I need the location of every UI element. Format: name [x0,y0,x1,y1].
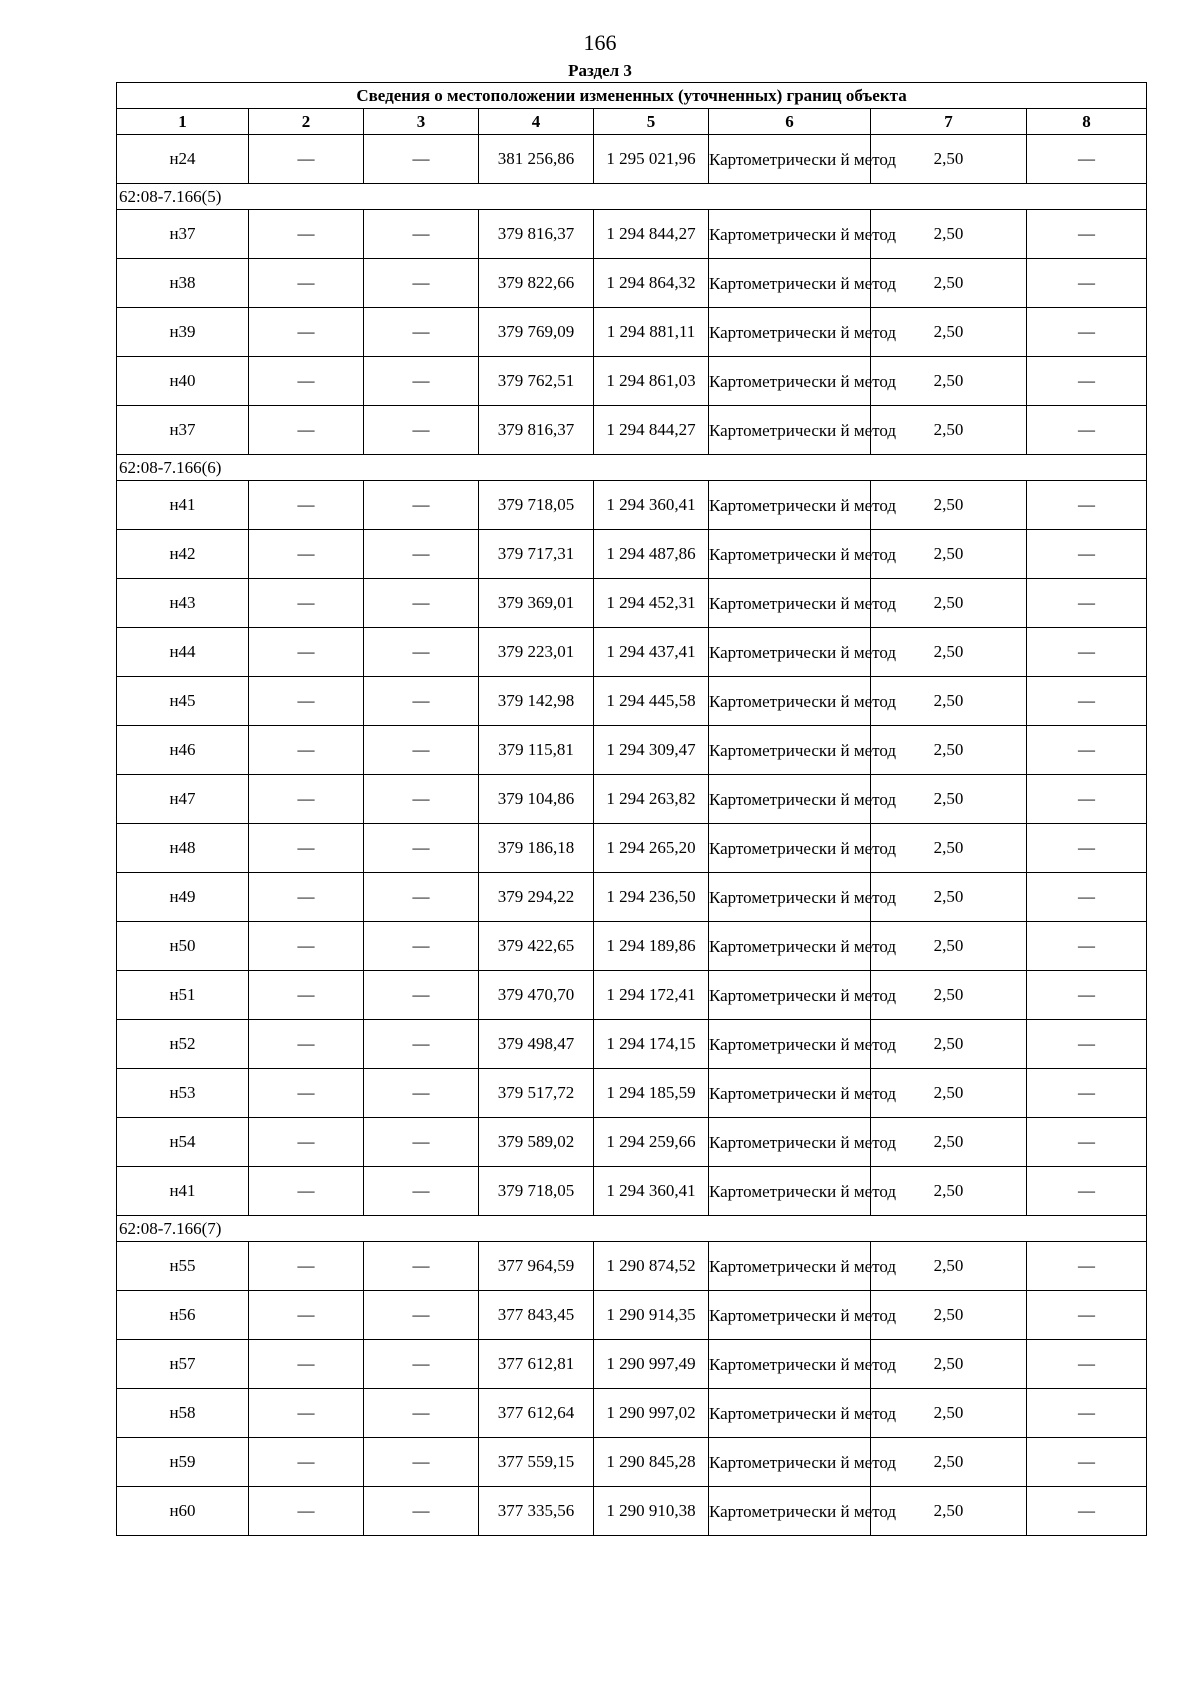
boundary-coordinates-table [116,82,1147,1536]
y-coordinate-cell: 1 294 360,41 [594,481,709,530]
y-coordinate-cell: 1 290 914,35 [594,1291,709,1340]
table-row [117,135,1147,184]
point-name-cell: н46 [117,726,249,775]
point-name-cell: н49 [117,873,249,922]
empty-dash-cell: — [249,1487,364,1536]
group-header-row [117,184,1147,210]
empty-dash-cell: — [1027,971,1147,1020]
y-coordinate-cell: 1 294 881,11 [594,308,709,357]
x-coordinate-cell: 379 142,98 [479,677,594,726]
empty-dash-cell: — [1027,1438,1147,1487]
accuracy-cell: 2,50 [871,357,1027,406]
empty-dash-cell: — [364,210,479,259]
y-coordinate-cell: 1 294 861,03 [594,357,709,406]
empty-dash-cell: — [364,530,479,579]
point-name-cell: н37 [117,406,249,455]
x-coordinate-cell: 379 422,65 [479,922,594,971]
accuracy-cell: 2,50 [871,1118,1027,1167]
table-row [117,1242,1147,1291]
y-coordinate-cell: 1 294 844,27 [594,210,709,259]
empty-dash-cell: — [1027,357,1147,406]
accuracy-cell: 2,50 [871,1069,1027,1118]
page-number: 166 [583,30,617,55]
empty-dash-cell: — [1027,775,1147,824]
empty-dash-cell: — [364,1487,479,1536]
accuracy-cell: 2,50 [871,677,1027,726]
method-cell: Картометрически й метод [709,677,871,726]
y-coordinate-cell: 1 294 185,59 [594,1069,709,1118]
point-name-cell: н56 [117,1291,249,1340]
accuracy-cell: 2,50 [871,971,1027,1020]
table-row [117,873,1147,922]
empty-dash-cell: — [364,135,479,184]
method-cell: Картометрически й метод [709,357,871,406]
empty-dash-cell: — [249,1242,364,1291]
empty-dash-cell: — [1027,628,1147,677]
y-coordinate-cell: 1 294 487,86 [594,530,709,579]
x-coordinate-cell: 379 104,86 [479,775,594,824]
x-coordinate-cell: 379 589,02 [479,1118,594,1167]
empty-dash-cell: — [1027,1389,1147,1438]
point-name-cell: н58 [117,1389,249,1438]
table-row [117,775,1147,824]
empty-dash-cell: — [249,259,364,308]
x-coordinate-cell: 379 822,66 [479,259,594,308]
method-cell: Картометрически й метод [709,1242,871,1291]
empty-dash-cell: — [249,824,364,873]
table-row [117,628,1147,677]
y-coordinate-cell: 1 294 844,27 [594,406,709,455]
point-name-cell: н44 [117,628,249,677]
empty-dash-cell: — [1027,406,1147,455]
accuracy-cell: 2,50 [871,210,1027,259]
point-name-cell: н45 [117,677,249,726]
method-cell: Картометрически й метод [709,922,871,971]
empty-dash-cell: — [1027,1242,1147,1291]
empty-dash-cell: — [364,824,479,873]
method-cell: Картометрически й метод [709,1069,871,1118]
accuracy-cell: 2,50 [871,1291,1027,1340]
point-name-cell: н57 [117,1340,249,1389]
x-coordinate-cell: 379 369,01 [479,579,594,628]
empty-dash-cell: — [249,530,364,579]
method-cell: Картометрически й метод [709,1118,871,1167]
empty-dash-cell: — [364,971,479,1020]
empty-dash-cell: — [364,726,479,775]
empty-dash-cell: — [364,1291,479,1340]
method-cell: Картометрически й метод [709,726,871,775]
point-name-cell: н39 [117,308,249,357]
point-name-cell: н40 [117,357,249,406]
point-name-cell: н60 [117,1487,249,1536]
table-row [117,1389,1147,1438]
point-name-cell: н59 [117,1438,249,1487]
empty-dash-cell: — [249,971,364,1020]
point-name-cell: н51 [117,971,249,1020]
empty-dash-cell: — [249,210,364,259]
accuracy-cell: 2,50 [871,726,1027,775]
method-cell: Картометрически й метод [709,824,871,873]
x-coordinate-cell: 377 612,64 [479,1389,594,1438]
empty-dash-cell: — [249,726,364,775]
method-cell: Картометрически й метод [709,530,871,579]
empty-dash-cell: — [364,922,479,971]
table-row [117,357,1147,406]
empty-dash-cell: — [249,873,364,922]
empty-dash-cell: — [364,628,479,677]
empty-dash-cell: — [249,406,364,455]
accuracy-cell: 2,50 [871,1020,1027,1069]
column-number: 3 [364,109,479,135]
empty-dash-cell: — [1027,873,1147,922]
group-header-row [117,455,1147,481]
table-row [117,210,1147,259]
y-coordinate-cell: 1 290 874,52 [594,1242,709,1291]
accuracy-cell: 2,50 [871,259,1027,308]
x-coordinate-cell: 379 769,09 [479,308,594,357]
y-coordinate-cell: 1 294 437,41 [594,628,709,677]
accuracy-cell: 2,50 [871,579,1027,628]
empty-dash-cell: — [249,135,364,184]
column-number: 2 [249,109,364,135]
empty-dash-cell: — [249,1438,364,1487]
empty-dash-cell: — [364,1340,479,1389]
empty-dash-cell: — [249,481,364,530]
x-coordinate-cell: 379 816,37 [479,210,594,259]
method-cell: Картометрически й метод [709,259,871,308]
x-coordinate-cell: 379 718,05 [479,1167,594,1216]
table-row [117,1020,1147,1069]
point-name-cell: н43 [117,579,249,628]
x-coordinate-cell: 379 470,70 [479,971,594,1020]
empty-dash-cell: — [364,1389,479,1438]
empty-dash-cell: — [364,775,479,824]
empty-dash-cell: — [1027,1118,1147,1167]
y-coordinate-cell: 1 294 236,50 [594,873,709,922]
empty-dash-cell: — [364,677,479,726]
empty-dash-cell: — [1027,677,1147,726]
method-cell: Картометрически й метод [709,481,871,530]
empty-dash-cell: — [249,1291,364,1340]
point-name-cell: н41 [117,1167,249,1216]
method-cell: Картометрически й метод [709,1020,871,1069]
empty-dash-cell: — [1027,308,1147,357]
accuracy-cell: 2,50 [871,530,1027,579]
method-cell: Картометрически й метод [709,1389,871,1438]
empty-dash-cell: — [249,677,364,726]
y-coordinate-cell: 1 294 360,41 [594,1167,709,1216]
y-coordinate-cell: 1 294 309,47 [594,726,709,775]
method-cell: Картометрически й метод [709,873,871,922]
empty-dash-cell: — [364,1167,479,1216]
accuracy-cell: 2,50 [871,481,1027,530]
y-coordinate-cell: 1 294 259,66 [594,1118,709,1167]
accuracy-cell: 2,50 [871,1167,1027,1216]
empty-dash-cell: — [249,1389,364,1438]
empty-dash-cell: — [364,481,479,530]
accuracy-cell: 2,50 [871,922,1027,971]
point-name-cell: н52 [117,1020,249,1069]
y-coordinate-cell: 1 290 997,49 [594,1340,709,1389]
x-coordinate-cell: 377 335,56 [479,1487,594,1536]
table-row [117,1340,1147,1389]
empty-dash-cell: — [1027,1167,1147,1216]
y-coordinate-cell: 1 290 845,28 [594,1438,709,1487]
column-number: 8 [1027,109,1147,135]
empty-dash-cell: — [1027,1291,1147,1340]
y-coordinate-cell: 1 294 189,86 [594,922,709,971]
table-row [117,1069,1147,1118]
empty-dash-cell: — [1027,1340,1147,1389]
empty-dash-cell: — [249,1020,364,1069]
accuracy-cell: 2,50 [871,308,1027,357]
point-name-cell: н42 [117,530,249,579]
x-coordinate-cell: 379 294,22 [479,873,594,922]
table-row [117,1291,1147,1340]
table-body [117,135,1147,1536]
empty-dash-cell: — [364,1438,479,1487]
y-coordinate-cell: 1 294 174,15 [594,1020,709,1069]
empty-dash-cell: — [249,1340,364,1389]
x-coordinate-cell: 379 115,81 [479,726,594,775]
y-coordinate-cell: 1 290 997,02 [594,1389,709,1438]
x-coordinate-cell: 377 559,15 [479,1438,594,1487]
y-coordinate-cell: 1 290 910,38 [594,1487,709,1536]
empty-dash-cell: — [364,1242,479,1291]
column-number: 4 [479,109,594,135]
empty-dash-cell: — [1027,579,1147,628]
y-coordinate-cell: 1 295 021,96 [594,135,709,184]
method-cell: Картометрически й метод [709,579,871,628]
table-row [117,1438,1147,1487]
point-name-cell: н55 [117,1242,249,1291]
empty-dash-cell: — [1027,259,1147,308]
method-cell: Картометрически й метод [709,775,871,824]
empty-dash-cell: — [1027,922,1147,971]
empty-dash-cell: — [1027,481,1147,530]
method-cell: Картометрически й метод [709,1438,871,1487]
table-row [117,406,1147,455]
empty-dash-cell: — [1027,1069,1147,1118]
method-cell: Картометрически й метод [709,971,871,1020]
empty-dash-cell: — [1027,1020,1147,1069]
empty-dash-cell: — [249,308,364,357]
empty-dash-cell: — [364,873,479,922]
point-name-cell: н38 [117,259,249,308]
column-number: 5 [594,109,709,135]
point-name-cell: н41 [117,481,249,530]
empty-dash-cell: — [1027,726,1147,775]
method-cell: Картометрически й метод [709,135,871,184]
y-coordinate-cell: 1 294 445,58 [594,677,709,726]
accuracy-cell: 2,50 [871,775,1027,824]
table-row [117,308,1147,357]
accuracy-cell: 2,50 [871,873,1027,922]
empty-dash-cell: — [1027,824,1147,873]
point-name-cell: н53 [117,1069,249,1118]
x-coordinate-cell: 379 762,51 [479,357,594,406]
point-name-cell: н47 [117,775,249,824]
table-row [117,530,1147,579]
method-cell: Картометрически й метод [709,1487,871,1536]
accuracy-cell: 2,50 [871,1438,1027,1487]
x-coordinate-cell: 379 718,05 [479,481,594,530]
table-row [117,726,1147,775]
empty-dash-cell: — [1027,530,1147,579]
point-name-cell: н50 [117,922,249,971]
x-coordinate-cell: 377 612,81 [479,1340,594,1389]
empty-dash-cell: — [364,259,479,308]
accuracy-cell: 2,50 [871,824,1027,873]
empty-dash-cell: — [249,357,364,406]
point-name-cell: н24 [117,135,249,184]
empty-dash-cell: — [249,628,364,677]
accuracy-cell: 2,50 [871,1487,1027,1536]
table-caption: Сведения о местоположении измененных (уточненных) границ объекта [117,83,1147,109]
table-row [117,579,1147,628]
empty-dash-cell: — [364,1069,479,1118]
accuracy-cell: 2,50 [871,1389,1027,1438]
y-coordinate-cell: 1 294 864,32 [594,259,709,308]
accuracy-cell: 2,50 [871,1340,1027,1389]
table-row [117,971,1147,1020]
table-row [117,824,1147,873]
method-cell: Картометрически й метод [709,210,871,259]
empty-dash-cell: — [1027,210,1147,259]
empty-dash-cell: — [249,579,364,628]
point-name-cell: н37 [117,210,249,259]
table-row [117,481,1147,530]
accuracy-cell: 2,50 [871,1242,1027,1291]
table-row [117,677,1147,726]
x-coordinate-cell: 381 256,86 [479,135,594,184]
empty-dash-cell: — [249,1118,364,1167]
empty-dash-cell: — [364,579,479,628]
method-cell: Картометрически й метод [709,628,871,677]
x-coordinate-cell: 377 843,45 [479,1291,594,1340]
method-cell: Картометрически й метод [709,1291,871,1340]
table-row [117,1118,1147,1167]
column-number: 7 [871,109,1027,135]
point-name-cell: н48 [117,824,249,873]
x-coordinate-cell: 379 186,18 [479,824,594,873]
empty-dash-cell: — [1027,1487,1147,1536]
column-number: 6 [709,109,871,135]
method-cell: Картометрически й метод [709,1167,871,1216]
accuracy-cell: 2,50 [871,628,1027,677]
empty-dash-cell: — [249,1167,364,1216]
empty-dash-cell: — [249,775,364,824]
y-coordinate-cell: 1 294 172,41 [594,971,709,1020]
y-coordinate-cell: 1 294 265,20 [594,824,709,873]
x-coordinate-cell: 377 964,59 [479,1242,594,1291]
x-coordinate-cell: 379 498,47 [479,1020,594,1069]
x-coordinate-cell: 379 223,01 [479,628,594,677]
empty-dash-cell: — [364,406,479,455]
table-row [117,1167,1147,1216]
y-coordinate-cell: 1 294 452,31 [594,579,709,628]
empty-dash-cell: — [364,357,479,406]
x-coordinate-cell: 379 517,72 [479,1069,594,1118]
method-cell: Картометрически й метод [709,1340,871,1389]
section-title: Раздел 3 [568,61,632,80]
empty-dash-cell: — [364,1118,479,1167]
empty-dash-cell: — [249,1069,364,1118]
accuracy-cell: 2,50 [871,406,1027,455]
empty-dash-cell: — [364,1020,479,1069]
cadastral-group-label: 62:08-7.166(7) [117,1216,1147,1242]
group-header-row [117,1216,1147,1242]
cadastral-group-label: 62:08-7.166(5) [117,184,1147,210]
table-row [117,259,1147,308]
y-coordinate-cell: 1 294 263,82 [594,775,709,824]
x-coordinate-cell: 379 816,37 [479,406,594,455]
empty-dash-cell: — [249,922,364,971]
point-name-cell: н54 [117,1118,249,1167]
method-cell: Картометрически й метод [709,406,871,455]
cadastral-group-label: 62:08-7.166(6) [117,455,1147,481]
column-number: 1 [117,109,249,135]
table-row [117,1487,1147,1536]
method-cell: Картометрически й метод [709,308,871,357]
x-coordinate-cell: 379 717,31 [479,530,594,579]
empty-dash-cell: — [1027,135,1147,184]
accuracy-cell: 2,50 [871,135,1027,184]
empty-dash-cell: — [364,308,479,357]
table-row [117,922,1147,971]
